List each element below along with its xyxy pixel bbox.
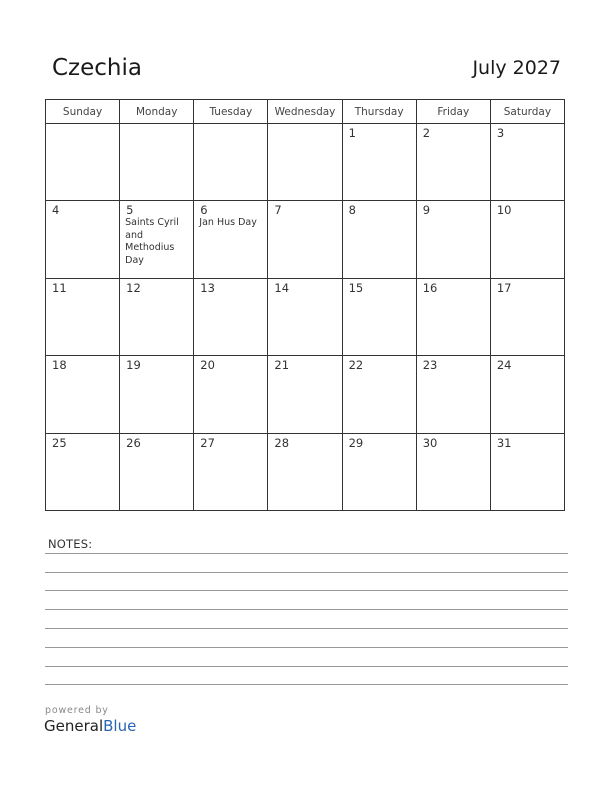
day-number: 4: [52, 203, 60, 218]
day-cell: [268, 278, 342, 355]
day-cell: [46, 278, 120, 355]
day-number: 25: [52, 435, 67, 450]
day-number: 12: [126, 280, 141, 295]
day-cell: [120, 278, 194, 355]
day-cell: [490, 356, 564, 433]
day-cell: [416, 433, 490, 510]
day-cell: [46, 356, 120, 433]
day-cell: [490, 433, 564, 510]
weekday-header: Thursday: [342, 100, 416, 124]
day-cell: [120, 356, 194, 433]
holiday-label: Jan Hus Day: [199, 217, 257, 229]
day-number: 24: [496, 358, 512, 373]
note-line: [45, 666, 568, 667]
day-cell: [120, 124, 194, 201]
day-number: 20: [200, 358, 215, 373]
note-line: [45, 628, 568, 629]
day-cell: [416, 356, 490, 433]
weekday-header: Wednesday: [268, 100, 342, 124]
day-number: 11: [52, 280, 67, 295]
day-number: 29: [348, 435, 364, 450]
month-title: July 2027: [472, 57, 561, 79]
day-number: 1: [348, 126, 356, 140]
day-number: 10: [496, 203, 512, 218]
day-cell: [120, 201, 194, 278]
day-number: 2: [422, 126, 431, 140]
day-number: 15: [348, 280, 364, 295]
country-title: Czechia: [52, 55, 142, 81]
day-cell: [194, 201, 268, 278]
day-number: 6: [200, 203, 208, 218]
weekday-header: Monday: [120, 100, 194, 124]
day-number: 22: [348, 358, 364, 373]
day-cell: [194, 278, 268, 355]
day-cell: [490, 201, 564, 278]
note-line: [45, 590, 568, 591]
day-number: 9: [422, 203, 431, 218]
week-row: [46, 124, 565, 201]
note-line: [45, 553, 568, 554]
day-number: 23: [422, 358, 438, 373]
calendar-grid: [45, 99, 565, 511]
day-number: 18: [52, 358, 67, 373]
day-cell: [194, 433, 268, 510]
day-cell: [268, 433, 342, 510]
day-cell: [194, 124, 268, 201]
day-number: 5: [126, 203, 134, 218]
weekday-header: Saturday: [490, 100, 564, 124]
brand-general: General: [44, 717, 104, 735]
day-cell: [194, 356, 268, 433]
day-number: 28: [274, 435, 290, 450]
day-cell: [46, 124, 120, 201]
day-number: 19: [126, 358, 141, 373]
week-row: [46, 356, 565, 433]
day-number: 27: [200, 435, 215, 450]
generalblue-logo[interactable]: [44, 717, 136, 735]
day-number: [268, 124, 341, 127]
note-line: [45, 609, 568, 610]
weekday-header-row: [46, 100, 565, 124]
week-row: [46, 433, 565, 510]
day-number: 30: [422, 435, 438, 450]
day-number: 31: [496, 435, 512, 450]
day-number: [194, 124, 267, 127]
weekday-header: Friday: [416, 100, 490, 124]
week-row: [46, 201, 565, 278]
day-cell: [46, 433, 120, 510]
brand-blue: Blue: [103, 717, 137, 735]
day-cell: [342, 124, 416, 201]
day-number: [46, 124, 119, 127]
day-cell: [416, 201, 490, 278]
day-cell: [268, 124, 342, 201]
day-cell: [268, 356, 342, 433]
day-cell: [416, 124, 490, 201]
day-cell: [46, 201, 120, 278]
day-cell: [342, 356, 416, 433]
day-cell: [342, 433, 416, 510]
day-number: 17: [496, 280, 512, 295]
day-cell: [120, 433, 194, 510]
day-cell: [268, 201, 342, 278]
day-number: 13: [200, 280, 215, 295]
day-cell: [490, 124, 564, 201]
day-number: 21: [274, 358, 290, 373]
day-number: [120, 124, 193, 127]
day-number: 8: [348, 203, 356, 218]
day-cell: [416, 278, 490, 355]
day-number: 16: [422, 280, 438, 295]
holiday-label: Saints Cyril and Methodius Day: [125, 217, 179, 266]
day-cell: [342, 201, 416, 278]
day-number: 7: [274, 203, 282, 218]
day-cell: [490, 278, 564, 355]
powered-by-text: powered by: [45, 705, 109, 716]
note-line: [45, 647, 568, 648]
weekday-header: Sunday: [46, 100, 120, 124]
note-line: [45, 684, 568, 685]
weekday-header: Tuesday: [194, 100, 268, 124]
day-number: 14: [274, 280, 290, 295]
day-number: 26: [126, 435, 141, 450]
day-cell: [342, 278, 416, 355]
day-number: 3: [496, 126, 505, 140]
notes-label: NOTES:: [48, 537, 93, 551]
week-row: [46, 278, 565, 355]
note-line: [45, 572, 568, 573]
